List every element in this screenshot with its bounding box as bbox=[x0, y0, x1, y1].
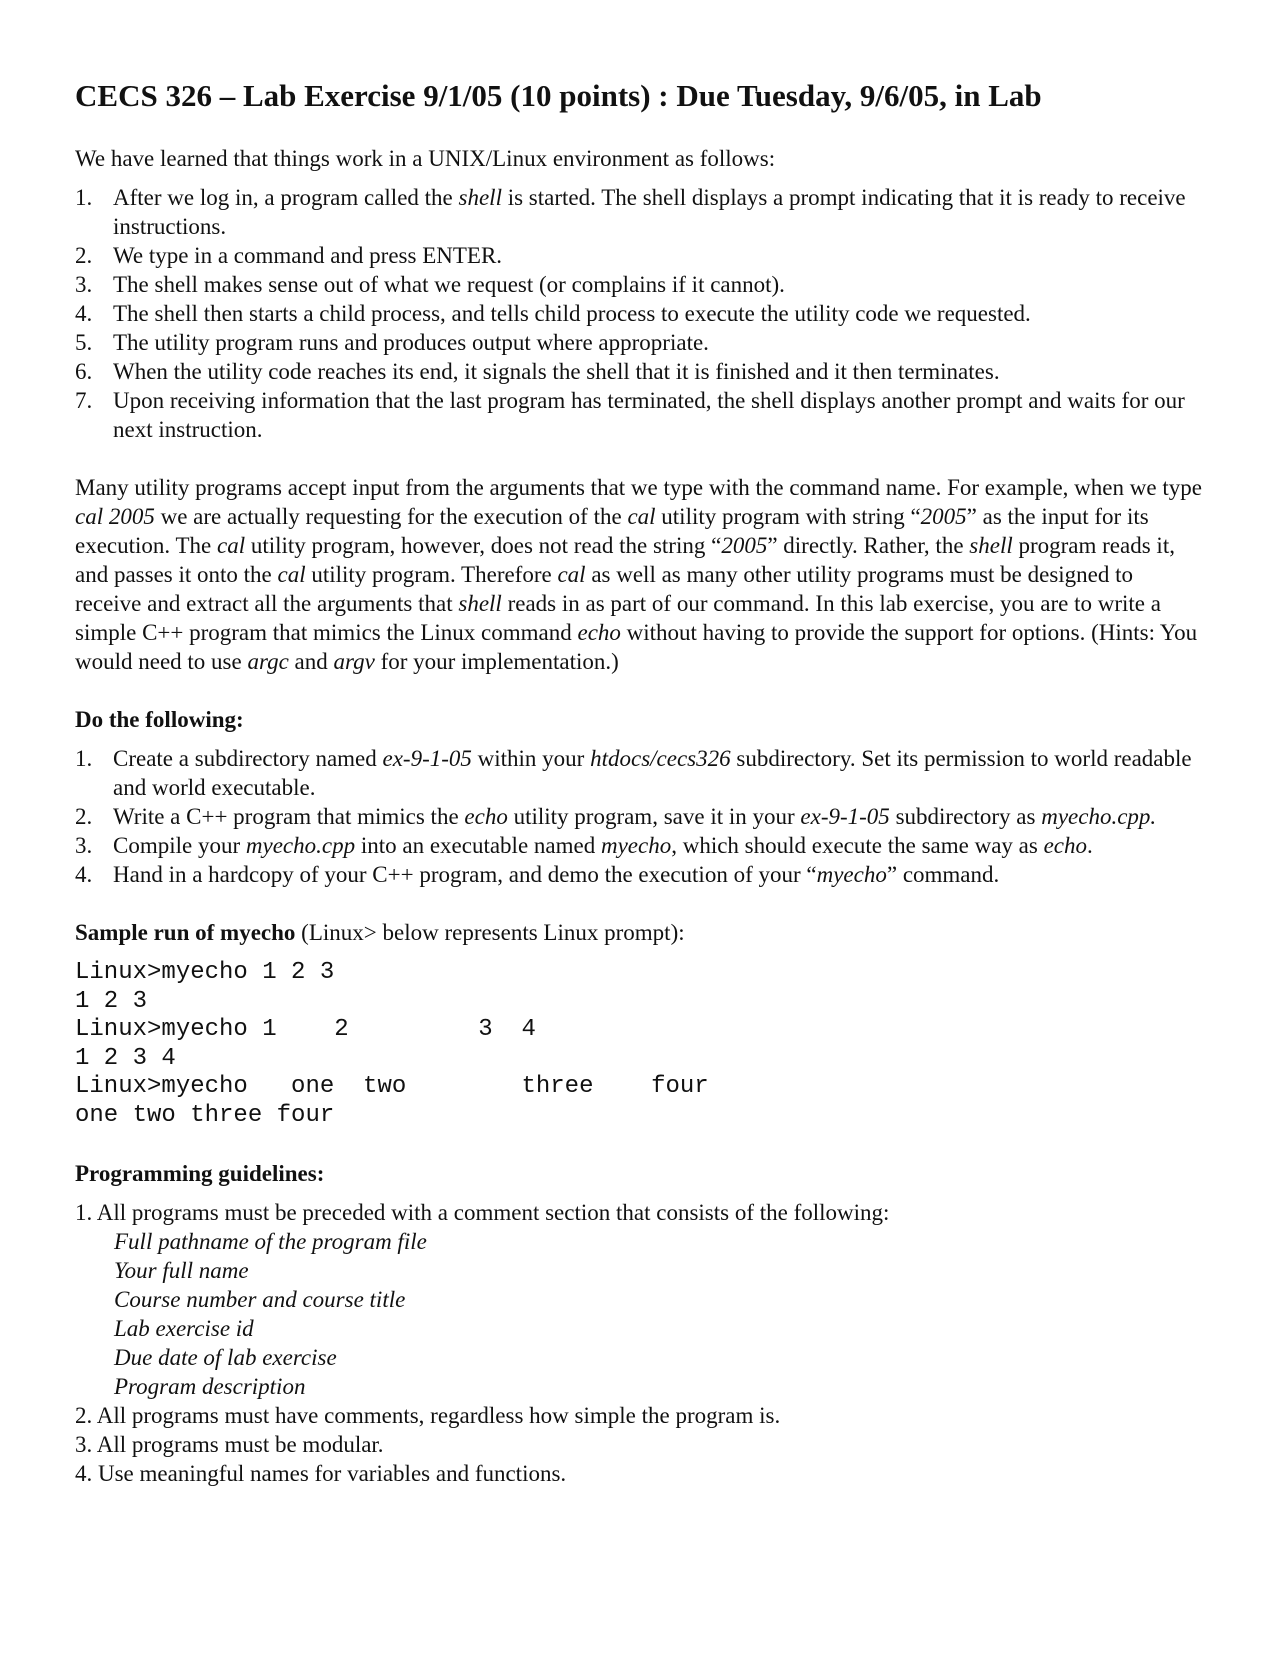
list-item: 2. Write a C++ program that mimics the echo utility program, save it in your ex-9-1-05 subdirectory as myecho.cpp. bbox=[75, 804, 1157, 829]
guideline-item: 3. All programs must be modular. bbox=[75, 1432, 384, 1457]
guideline-subitem: Full pathname of the program file bbox=[114, 1229, 427, 1254]
intro-text: We have learned that things work in a UNIX/Linux environment as follows: bbox=[75, 146, 776, 171]
guideline-item: 2. All programs must have comments, regardless how simple the program is. bbox=[75, 1403, 781, 1428]
code-line: 1 2 3 4 bbox=[75, 1044, 176, 1072]
process-steps-list bbox=[75, 183, 1205, 444]
list-item: 3. Compile your myecho.cpp into an executable named myecho, which should execute the same way as echo. bbox=[75, 833, 1093, 858]
code-line: Linux>myecho one two three four bbox=[75, 1073, 709, 1100]
guideline-subitem: Due date of lab exercise bbox=[114, 1345, 337, 1370]
guideline-subitem: Program description bbox=[114, 1374, 306, 1399]
list-item: 4. Hand in a hardcopy of your C++ program, and demo the execution of your “myecho” command. bbox=[75, 862, 1000, 887]
code-line: one two three four bbox=[75, 1101, 335, 1129]
guideline-subitem: Lab exercise id bbox=[114, 1316, 254, 1341]
guidelines-list bbox=[75, 1198, 1205, 1488]
list-item: 1. Create a subdirectory named ex-9-1-05 within your htdocs/cecs326 subdirectory. Set its permission to world readable and world executable. bbox=[75, 746, 1192, 800]
code-line: 1 2 3 bbox=[75, 987, 148, 1015]
guideline-item: 1. All programs must be preceded with a comment section that consists of the following: bbox=[75, 1200, 890, 1225]
description-paragraph: Many utility programs accept input from the arguments that we type with the command name. For example, when we type cal 2005 we are actually requesting for the execution of the cal utility program with string “2005” as the input for its execution. The cal utility program, however, does not read the string “2005” directly. Rather, the shell program reads it, and passes it onto the cal utility program. Therefore cal as well as many other utility programs must be designed to receive and extract all the arguments that shell reads in as part of our command. In this lab exercise, you are to write a simple C++ program that mimics the Linux command echo without having to provide the support for options. (Hints: You would need to use argc and argv for your implementation.) bbox=[75, 475, 1202, 674]
page-title: CECS 326 – Lab Exercise 9/1/05 (10 points) : Due Tuesday, 9/6/05, in Lab bbox=[75, 78, 1042, 113]
sample-run-heading: Sample run of myecho (Linux> below represents Linux prompt): bbox=[75, 920, 685, 945]
code-line: Linux>myecho 1 2 3 bbox=[75, 959, 335, 986]
sample-run-code-block bbox=[75, 959, 1205, 1130]
document-page bbox=[75, 74, 1205, 1488]
list-item: 4. The shell then starts a child process, and tells child process to execute the utility code we requested. bbox=[75, 301, 1031, 326]
task-list bbox=[75, 744, 1205, 889]
list-item: 3. The shell makes sense out of what we request (or complains if it cannot). bbox=[75, 272, 785, 297]
list-item: 1. After we log in, a program called the shell is started. The shell displays a prompt indicating that it is ready to receive instructions. bbox=[75, 185, 1186, 239]
list-item: 2. We type in a command and press ENTER. bbox=[75, 243, 503, 268]
code-line: Linux>myecho 1 2 3 4 bbox=[75, 1016, 536, 1043]
guidelines-heading: Programming guidelines: bbox=[75, 1161, 325, 1186]
guideline-subitem: Course number and course title bbox=[114, 1287, 406, 1312]
do-following-heading: Do the following: bbox=[75, 707, 244, 732]
guideline-subitem: Your full name bbox=[114, 1258, 249, 1283]
list-item: 7. Upon receiving information that the last program has terminated, the shell displays another prompt and waits for our next instruction. bbox=[75, 388, 1185, 442]
list-item: 5. The utility program runs and produces output where appropriate. bbox=[75, 330, 709, 355]
guideline-item: 4. Use meaningful names for variables and functions. bbox=[75, 1461, 567, 1486]
list-item: 6. When the utility code reaches its end, it signals the shell that it is finished and it then terminates. bbox=[75, 359, 1000, 384]
